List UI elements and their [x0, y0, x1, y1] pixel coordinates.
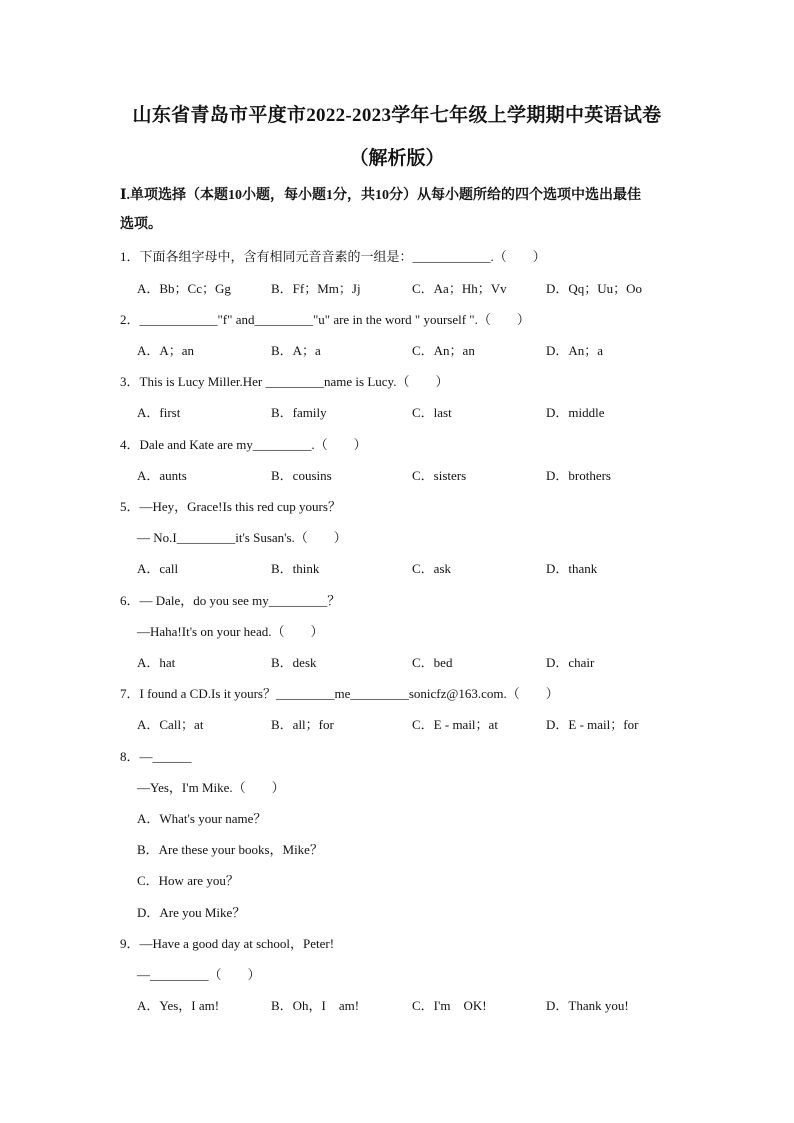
q9-option-d: D．Thank you! — [546, 998, 629, 1013]
q8-option-b: B．Are these your books，Mike？ — [137, 842, 323, 857]
q7-option-d: D．E - mail；for — [546, 717, 639, 732]
q8-option-c: C．How are you？ — [137, 873, 239, 888]
q3-option-d: D．middle — [546, 405, 605, 420]
q9-option-c: C．I'm OK! — [412, 998, 487, 1013]
q6-option-c: C．bed — [412, 655, 453, 670]
q8-option-a: A．What's your name？ — [137, 811, 267, 826]
question-9: 9．—Have a good day at school，Peter! — [120, 936, 335, 951]
q9-option-a: A．Yes，I am! — [137, 998, 220, 1013]
exam-subtitle: （解析版） — [349, 148, 445, 169]
q2-option-a: A．A；an — [137, 343, 195, 358]
q7-option-a: A．Call；at — [137, 717, 204, 732]
q2-option-d: D．An；a — [546, 343, 604, 358]
question-6-reply: —Haha!It's on your head.（ ） — [137, 624, 324, 639]
q1-option-d: D．Qq；Uu；Oo — [546, 281, 643, 296]
q4-option-a: A．aunts — [137, 468, 187, 483]
q5-option-a: A．call — [137, 561, 179, 576]
q3-option-b: B．family — [271, 405, 327, 420]
q1-option-c: C．Aa；Hh；Vv — [412, 281, 507, 296]
q3-option-c: C．last — [412, 405, 452, 420]
question-6: 6．— Dale，do you see my_________？ — [120, 593, 341, 608]
q5-option-d: D．thank — [546, 561, 598, 576]
q2-option-b: B．A；a — [271, 343, 321, 358]
q1-option-a: A．Bb；Cc；Gg — [137, 281, 231, 296]
q6-option-b: B．desk — [271, 655, 317, 670]
question-5-reply: — No.I_________it's Susan's.（ ） — [137, 530, 347, 545]
question-1: 1．下面各组字母中，含有相同元音音素的一组是：____________.（ ） — [120, 249, 546, 264]
q1-option-b: B．Ff；Mm；Jj — [271, 281, 361, 296]
q2-option-c: C．An；an — [412, 343, 475, 358]
q7-option-c: C．E - mail；at — [412, 717, 498, 732]
question-2: 2．____________"f" and_________"u" are in the word " yourself ".（ ） — [120, 312, 530, 327]
q5-option-b: B．think — [271, 561, 320, 576]
section-heading-cont: 选项。 — [120, 217, 162, 232]
question-8-reply: —Yes，I'm Mike.（ ） — [137, 780, 285, 795]
question-8: 8．—______ — [120, 749, 192, 764]
q4-option-b: B．cousins — [271, 468, 332, 483]
q4-option-c: C．sisters — [412, 468, 467, 483]
question-9-reply: —_________（ ） — [137, 967, 261, 982]
q8-option-d: D．Are you Mike？ — [137, 905, 246, 920]
question-5: 5．—Hey，Grace!Is this red cup yours？ — [120, 499, 341, 514]
q5-option-c: C．ask — [412, 561, 452, 576]
q3-option-a: A．first — [137, 405, 181, 420]
question-3: 3．This is Lucy Miller.Her _________name is Lucy.（ ） — [120, 374, 449, 389]
section-heading: Ⅰ.单项选择（本题10小题，每小题1分，共10分）从每小题所给的四个选项中选出最佳 — [120, 188, 642, 203]
q9-option-b: B．Oh，I am! — [271, 998, 360, 1013]
q6-option-a: A．hat — [137, 655, 176, 670]
exam-title: 山东省青岛市平度市2022-2023学年七年级上学期期中英语试卷 — [132, 105, 662, 126]
q7-option-b: B．all；for — [271, 717, 334, 732]
question-7: 7．I found a CD.Is it yours？_________me_________sonicfz@163.com.（ ） — [120, 686, 559, 701]
q6-option-d: D．chair — [546, 655, 595, 670]
q4-option-d: D．brothers — [546, 468, 611, 483]
question-4: 4．Dale and Kate are my_________.（ ） — [120, 437, 367, 452]
